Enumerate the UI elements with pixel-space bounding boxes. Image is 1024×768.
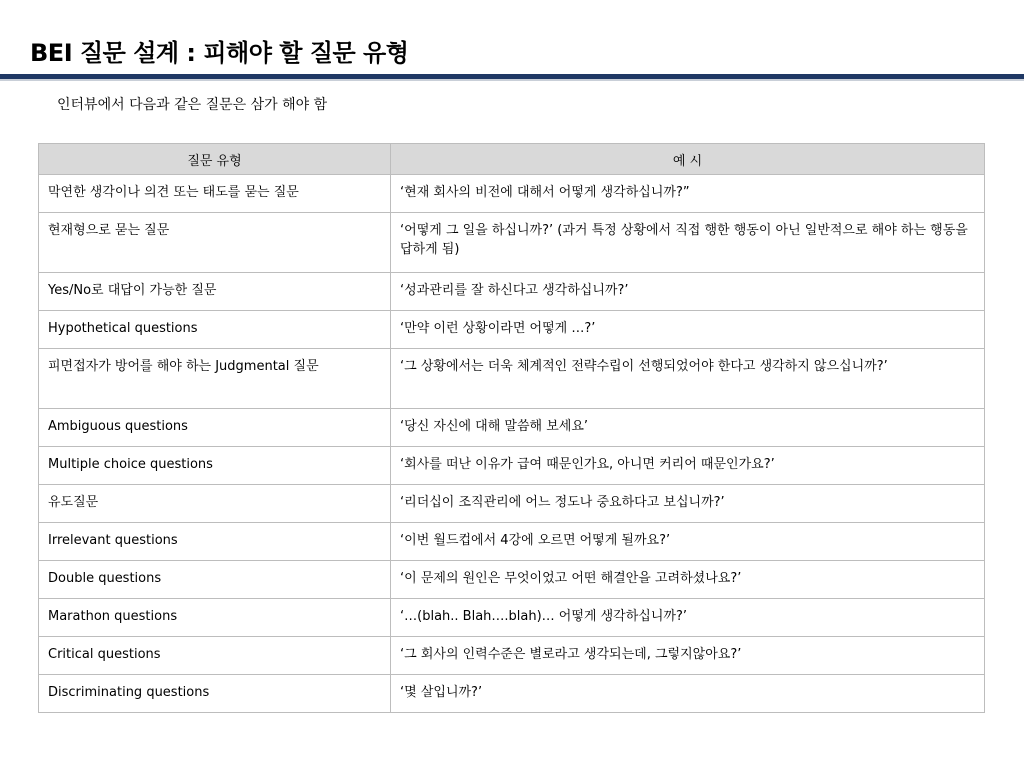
title-divider-shadow xyxy=(0,79,1024,81)
header-question-type: 질문 유형 xyxy=(39,144,391,175)
question-type-cell: Ambiguous questions xyxy=(39,409,391,447)
table-row xyxy=(39,523,985,561)
example-cell: ‘이 문제의 원인은 무엇이었고 어떤 해결안을 고려하셨나요?’ xyxy=(391,561,985,599)
example-cell: ‘현재 회사의 비전에 대해서 어떻게 생각하십니까?” xyxy=(391,175,985,213)
question-type-cell: 유도질문 xyxy=(39,485,391,523)
question-type-cell: Hypothetical questions xyxy=(39,311,391,349)
table-header-row xyxy=(39,144,985,175)
question-type-cell: Marathon questions xyxy=(39,599,391,637)
question-type-cell: Critical questions xyxy=(39,637,391,675)
question-type-cell: 막연한 생각이나 의견 또는 태도를 묻는 질문 xyxy=(39,175,391,213)
table-row xyxy=(39,637,985,675)
example-cell: ‘리더십이 조직관리에 어느 정도나 중요하다고 보십니까?’ xyxy=(391,485,985,523)
question-type-cell: Multiple choice questions xyxy=(39,447,391,485)
table-row xyxy=(39,675,985,713)
example-cell: ‘어떻게 그 일을 하십니까?’ (과거 특정 상황에서 직접 행한 행동이 아닌 일반적으로 해야 하는 행동을 답하게 됨) xyxy=(391,213,985,273)
question-type-cell: Double questions xyxy=(39,561,391,599)
example-cell: ‘몇 살입니까?’ xyxy=(391,675,985,713)
table-row xyxy=(39,349,985,409)
example-cell: ‘그 상황에서는 더욱 체계적인 전략수립이 선행되었어야 한다고 생각하지 않으십니까?’ xyxy=(391,349,985,409)
example-cell: ‘만약 이런 상황이라면 어떻게 …?’ xyxy=(391,311,985,349)
table-row xyxy=(39,447,985,485)
header-example: 예 시 xyxy=(391,144,985,175)
question-types-table xyxy=(38,143,985,713)
question-type-cell: 현재형으로 묻는 질문 xyxy=(39,213,391,273)
example-cell: ‘회사를 떠난 이유가 급여 때문인가요, 아니면 커리어 때문인가요?’ xyxy=(391,447,985,485)
question-type-cell: Yes/No로 대답이 가능한 질문 xyxy=(39,273,391,311)
example-cell: ‘그 회사의 인력수준은 별로라고 생각되는데, 그렇지않아요?’ xyxy=(391,637,985,675)
example-cell: ‘당신 자신에 대해 말씀해 보세요’ xyxy=(391,409,985,447)
question-type-cell: 피면접자가 방어를 해야 하는 Judgmental 질문 xyxy=(39,349,391,409)
example-cell: ‘성과관리를 잘 하신다고 생각하십니까?’ xyxy=(391,273,985,311)
example-cell: ‘이번 월드컵에서 4강에 오르면 어떻게 될까요?’ xyxy=(391,523,985,561)
table-row xyxy=(39,213,985,273)
table-row xyxy=(39,485,985,523)
table-row xyxy=(39,599,985,637)
example-cell: ‘…(blah.. Blah….blah)… 어떻게 생각하십니까?’ xyxy=(391,599,985,637)
table-row xyxy=(39,561,985,599)
table-row xyxy=(39,311,985,349)
page-subtitle: 인터뷰에서 다음과 같은 질문은 삼가 해야 함 xyxy=(57,97,328,113)
question-type-cell: Discriminating questions xyxy=(39,675,391,713)
table-row xyxy=(39,273,985,311)
page-title: BEI 질문 설계 : 피해야 할 질문 유형 xyxy=(30,39,409,67)
table-row xyxy=(39,175,985,213)
question-type-cell: Irrelevant questions xyxy=(39,523,391,561)
table-row xyxy=(39,409,985,447)
